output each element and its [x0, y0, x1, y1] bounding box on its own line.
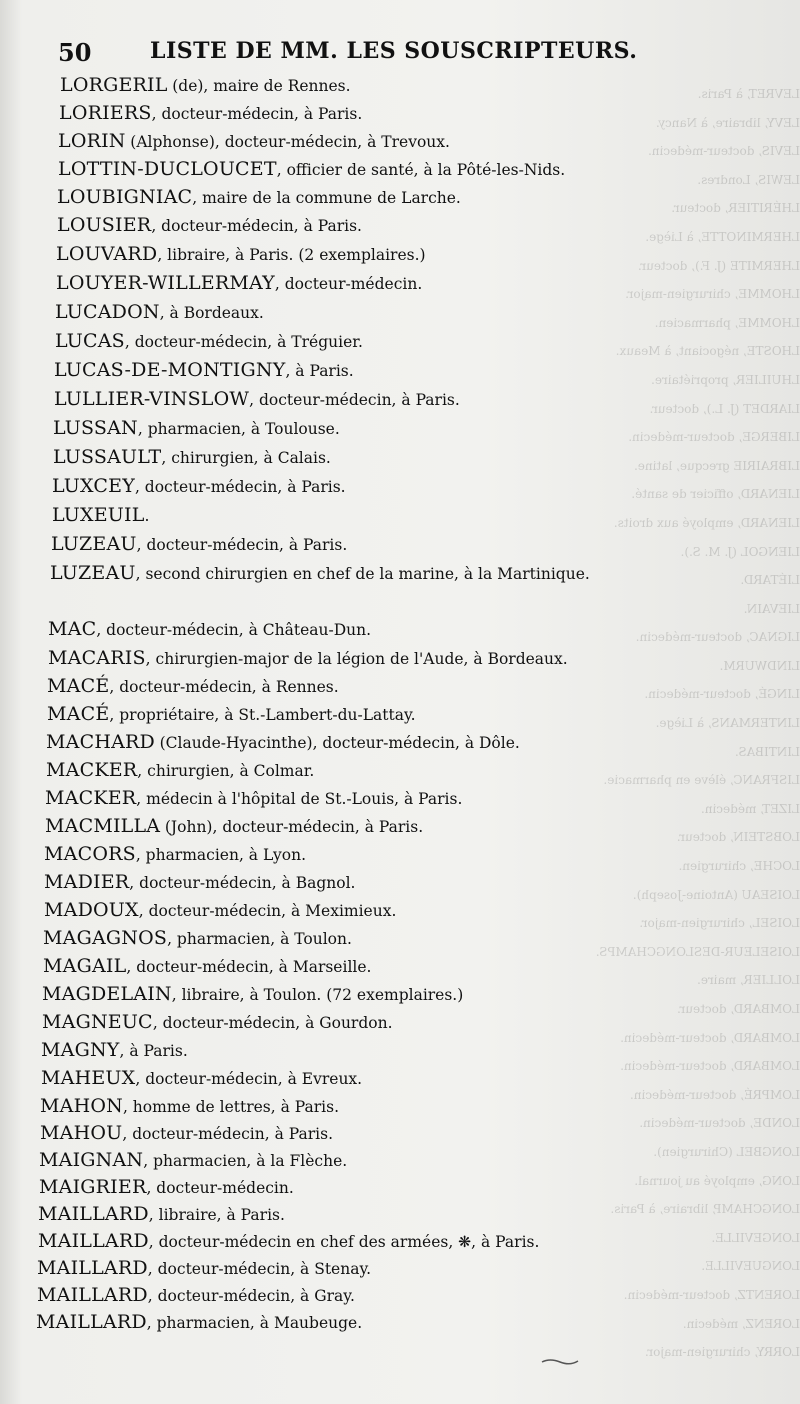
subscriber-details: , second chirurgien en chef de la marine, à la Martinique. [135, 565, 590, 583]
list-item [58, 158, 565, 181]
subscriber-name: LORIN [58, 130, 126, 152]
list-item [51, 533, 347, 556]
list-item [38, 1230, 539, 1253]
subscriber-details: , officier de santé, à la Pôté-les-Nids. [276, 161, 566, 179]
subscriber-details: , docteur-médecin, à Paris. [151, 105, 363, 123]
subscriber-name: MACHARD [46, 731, 155, 753]
subscriber-details: , docteur-médecin, à Stenay. [147, 1260, 372, 1278]
list-item [53, 446, 331, 469]
subscriber-details: , propriétaire, à St.-Lambert-du-Lattay. [109, 706, 416, 724]
subscriber-name: LORGERIL [60, 74, 168, 96]
subscriber-name: MADIER [44, 871, 130, 893]
list-item [41, 1067, 362, 1090]
subscriber-details: , docteur-médecin, à Evreux. [135, 1070, 363, 1088]
subscriber-name: LUXCEY [52, 475, 135, 497]
list-item [48, 618, 371, 641]
subscriber-name: LUXEUIL [52, 504, 145, 526]
subscriber-name: LOUSIER [57, 214, 152, 236]
subscriber-details: . [144, 507, 150, 525]
subscriber-details: , docteur-médecin, à Paris. [249, 391, 460, 409]
list-item [48, 647, 568, 670]
subscriber-name: LUSSAULT [53, 446, 162, 468]
subscriber-name: LORIERS [59, 102, 152, 124]
subscriber-name: MAILLARD [37, 1257, 148, 1279]
subscriber-name: MACÉ [47, 675, 110, 697]
subscriber-name: LULLIER-VINSLOW [54, 388, 250, 410]
subscriber-name: MAGAGNOS [43, 927, 168, 949]
subscriber-name: MAILLARD [38, 1230, 149, 1252]
subscriber-name: MACORS [44, 843, 136, 865]
subscriber-details: , à Paris. [285, 362, 354, 380]
subscriber-details: , à Paris. [119, 1042, 188, 1060]
list-item [46, 731, 520, 754]
list-item [54, 388, 460, 411]
subscriber-name: MAIGRIER [39, 1176, 147, 1198]
subscriber-name: MAILLARD [37, 1284, 148, 1306]
subscriber-details: , libraire, à Paris. (2 exemplaires.) [157, 246, 426, 264]
subscriber-details: , docteur-médecin, à Gourdon. [152, 1014, 393, 1032]
list-item [56, 272, 422, 295]
subscriber-name: MACKER [46, 759, 138, 781]
subscriber-name: LUZEAU [51, 533, 137, 555]
subscriber-details: , docteur-médecin, à Paris. [151, 217, 362, 235]
list-item [58, 130, 450, 153]
subscriber-details: , docteur-médecin, à Château-Dun. [96, 621, 372, 639]
subscriber-details: , docteur-médecin, à Paris. [134, 478, 346, 496]
subscriber-name: LUSSAN [53, 417, 138, 439]
list-item [36, 1311, 362, 1334]
subscriber-details: , pharmacien, à Toulouse. [137, 420, 340, 438]
subscriber-details: , maire de la commune de Larche. [192, 189, 461, 207]
list-item [56, 243, 426, 266]
list-item [42, 983, 463, 1006]
list-item [39, 1149, 347, 1172]
subscriber-name: LOUBIGNIAC [57, 186, 193, 208]
page-number: 50 [58, 38, 92, 67]
subscriber-details: , docteur-médecin, à Tréguier. [124, 333, 363, 351]
list-item [37, 1257, 371, 1280]
subscriber-name: MACÉ [47, 703, 110, 725]
subscriber-name: MAIGNAN [39, 1149, 144, 1171]
list-item [47, 703, 416, 726]
list-item [52, 504, 149, 527]
subscriber-details: , docteur-médecin. [274, 275, 423, 293]
subscriber-details: (Alphonse), docteur-médecin, à Trevoux. [130, 133, 450, 151]
subscriber-name: LUZEAU [50, 562, 136, 584]
subscriber-name: MACKER [45, 787, 137, 809]
subscriber-details: , docteur-médecin. [146, 1179, 294, 1197]
subscriber-name: LUCAS [55, 330, 125, 352]
subscriber-details: , chirurgien, à Calais. [161, 449, 331, 467]
subscriber-details: , docteur-médecin, à Bagnol. [129, 874, 356, 892]
subscriber-name: MACARIS [48, 647, 146, 669]
list-item [50, 562, 590, 585]
subscriber-details: , pharmacien, à Toulon. [167, 930, 352, 948]
subscriber-details: , libraire, à Toulon. (72 exemplaires.) [171, 986, 464, 1004]
subscriber-details: (Claude-Hyacinthe), docteur-médecin, à Dôle. [159, 734, 520, 752]
subscriber-details: , à Bordeaux. [159, 304, 264, 322]
list-item [57, 186, 461, 209]
subscriber-name: MAHON [40, 1095, 123, 1117]
list-item [46, 759, 314, 782]
subscriber-name: MAILLARD [38, 1203, 149, 1225]
subscriber-details: , docteur-médecin, à Gray. [147, 1287, 355, 1305]
subscriber-details: (John), docteur-médecin, à Paris. [164, 818, 424, 836]
subscriber-name: MAHOU [40, 1122, 123, 1144]
subscriber-details: , docteur-médecin, à Paris. [136, 536, 348, 554]
list-item [53, 417, 340, 440]
list-item [40, 1095, 339, 1118]
subscriber-name: MAGNEUC [42, 1011, 153, 1033]
subscriber-details: , pharmacien, à Maubeuge. [146, 1314, 363, 1332]
list-item [60, 74, 351, 97]
list-item [43, 927, 352, 950]
printer-ornament-icon [540, 1356, 580, 1366]
bleed-through-text: LEVRET, à Paris. LEVY, libraire, à Nancy. LEVIS, docteur-médecin. LEWIS, Londres. LHÉRITIER, docteur. LHERMINOTTE, à Liège. LHERMITE (J. F.), docteur. LHOMME, chirurgien-major. LHOMME, pharmacien. LHOSTE, négociant, à Meaux. LHUILIER, propriétaire. LIARDET (J. L.), docteur. LIBERGE, docteur-médecin. LIBRAIRIE grecque, latine. LIENARD, officier de santé. LIENARD, employé aux droits. LIENGOL (J. M. S.). LIÉTARD. LIEVAIN. LIGNAC, docteur-médecin. LINDWURM. LINGÉ, docteur-médecin. LINTERMANS, à Liège. LINTIBAS. LISFRANC, élève en pharmacie. LIZET, médecin. LOBSTEIN, docteur. LOCHE, chirurgien. LOISEAU (Antoine-Joseph). LOISEL, chirurgien-major. LOISELEUR-DESLONGCHAMPS. LOLLIER, maire. LOMBARD, docteur. LOMBARD, docteur-médecin. LOMBARD, docteur-médecin. LOMPRÉ, docteur-médecin. LONDE, docteur-médecin. LONGBEL (Chirurgien). LONG, employé au journal. LONGCHAMP, libraire, à Paris. LONGEVILLE. LONGUEVILLE. LORENTZ, docteur-médecin. LORENZ, médecin. LORRY, chirurgien-major. [595, 87, 800, 1360]
list-item [40, 1122, 333, 1145]
subscriber-details: , chirurgien-major de la légion de l'Aude, à Bordeaux. [145, 650, 568, 668]
subscriber-details: , docteur-médecin, à Paris. [122, 1125, 333, 1143]
list-item [47, 675, 339, 698]
list-item [44, 843, 306, 866]
list-item [55, 301, 264, 324]
page-header [58, 36, 678, 72]
list-item [54, 359, 354, 382]
list-item [41, 1039, 188, 1062]
list-item [44, 871, 355, 894]
subscriber-details: , médecin à l'hôpital de St.-Louis, à Paris. [136, 790, 463, 808]
subscriber-name: MADOUX [44, 899, 139, 921]
subscriber-details: , pharmacien, à Lyon. [135, 846, 306, 864]
subscriber-name: MAHEUX [41, 1067, 136, 1089]
subscriber-name: MACMILLA [45, 815, 161, 837]
subscriber-details: (de), maire de Rennes. [172, 77, 351, 95]
list-item [55, 330, 363, 353]
list-item [45, 787, 462, 810]
subscriber-name: MAGAIL [43, 955, 127, 977]
subscriber-details: , docteur-médecin, à Meximieux. [138, 902, 397, 920]
list-item [37, 1284, 355, 1307]
subscriber-details: , docteur-médecin, à Marseille. [126, 958, 372, 976]
subscriber-details: , docteur-médecin, à Rennes. [109, 678, 339, 696]
subscriber-name: LOUYER-WILLERMAY [56, 272, 275, 294]
subscriber-name: MAGDELAIN [42, 983, 172, 1005]
subscriber-details: , docteur-médecin en chef des armées, ❋, à Paris. [148, 1233, 540, 1251]
subscriber-name: LUCAS-DE-MONTIGNY [54, 359, 286, 381]
subscriber-details: , homme de lettres, à Paris. [122, 1098, 340, 1116]
list-item [59, 102, 362, 125]
subscriber-name: LOUVARD [56, 243, 158, 265]
list-item [43, 955, 371, 978]
subscriber-details: , chirurgien, à Colmar. [137, 762, 315, 780]
subscriber-details: , libraire, à Paris. [148, 1206, 285, 1224]
subscriber-details: , pharmacien, à la Flèche. [143, 1152, 348, 1170]
list-item [45, 815, 423, 838]
list-item [52, 475, 346, 498]
subscriber-name: MAGNY [41, 1039, 120, 1061]
running-title: LISTE DE MM. LES SOUSCRIPTEURS. [150, 38, 638, 64]
subscriber-name: LOTTIN-DUCLOUCET [58, 158, 277, 180]
list-item [44, 899, 396, 922]
subscriber-name: LUCADON [55, 301, 160, 323]
subscriber-name: MAC [48, 618, 97, 640]
list-item [39, 1176, 294, 1199]
list-item [38, 1203, 285, 1226]
list-item [57, 214, 362, 237]
subscriber-name: MAILLARD [36, 1311, 147, 1333]
list-item [42, 1011, 393, 1034]
